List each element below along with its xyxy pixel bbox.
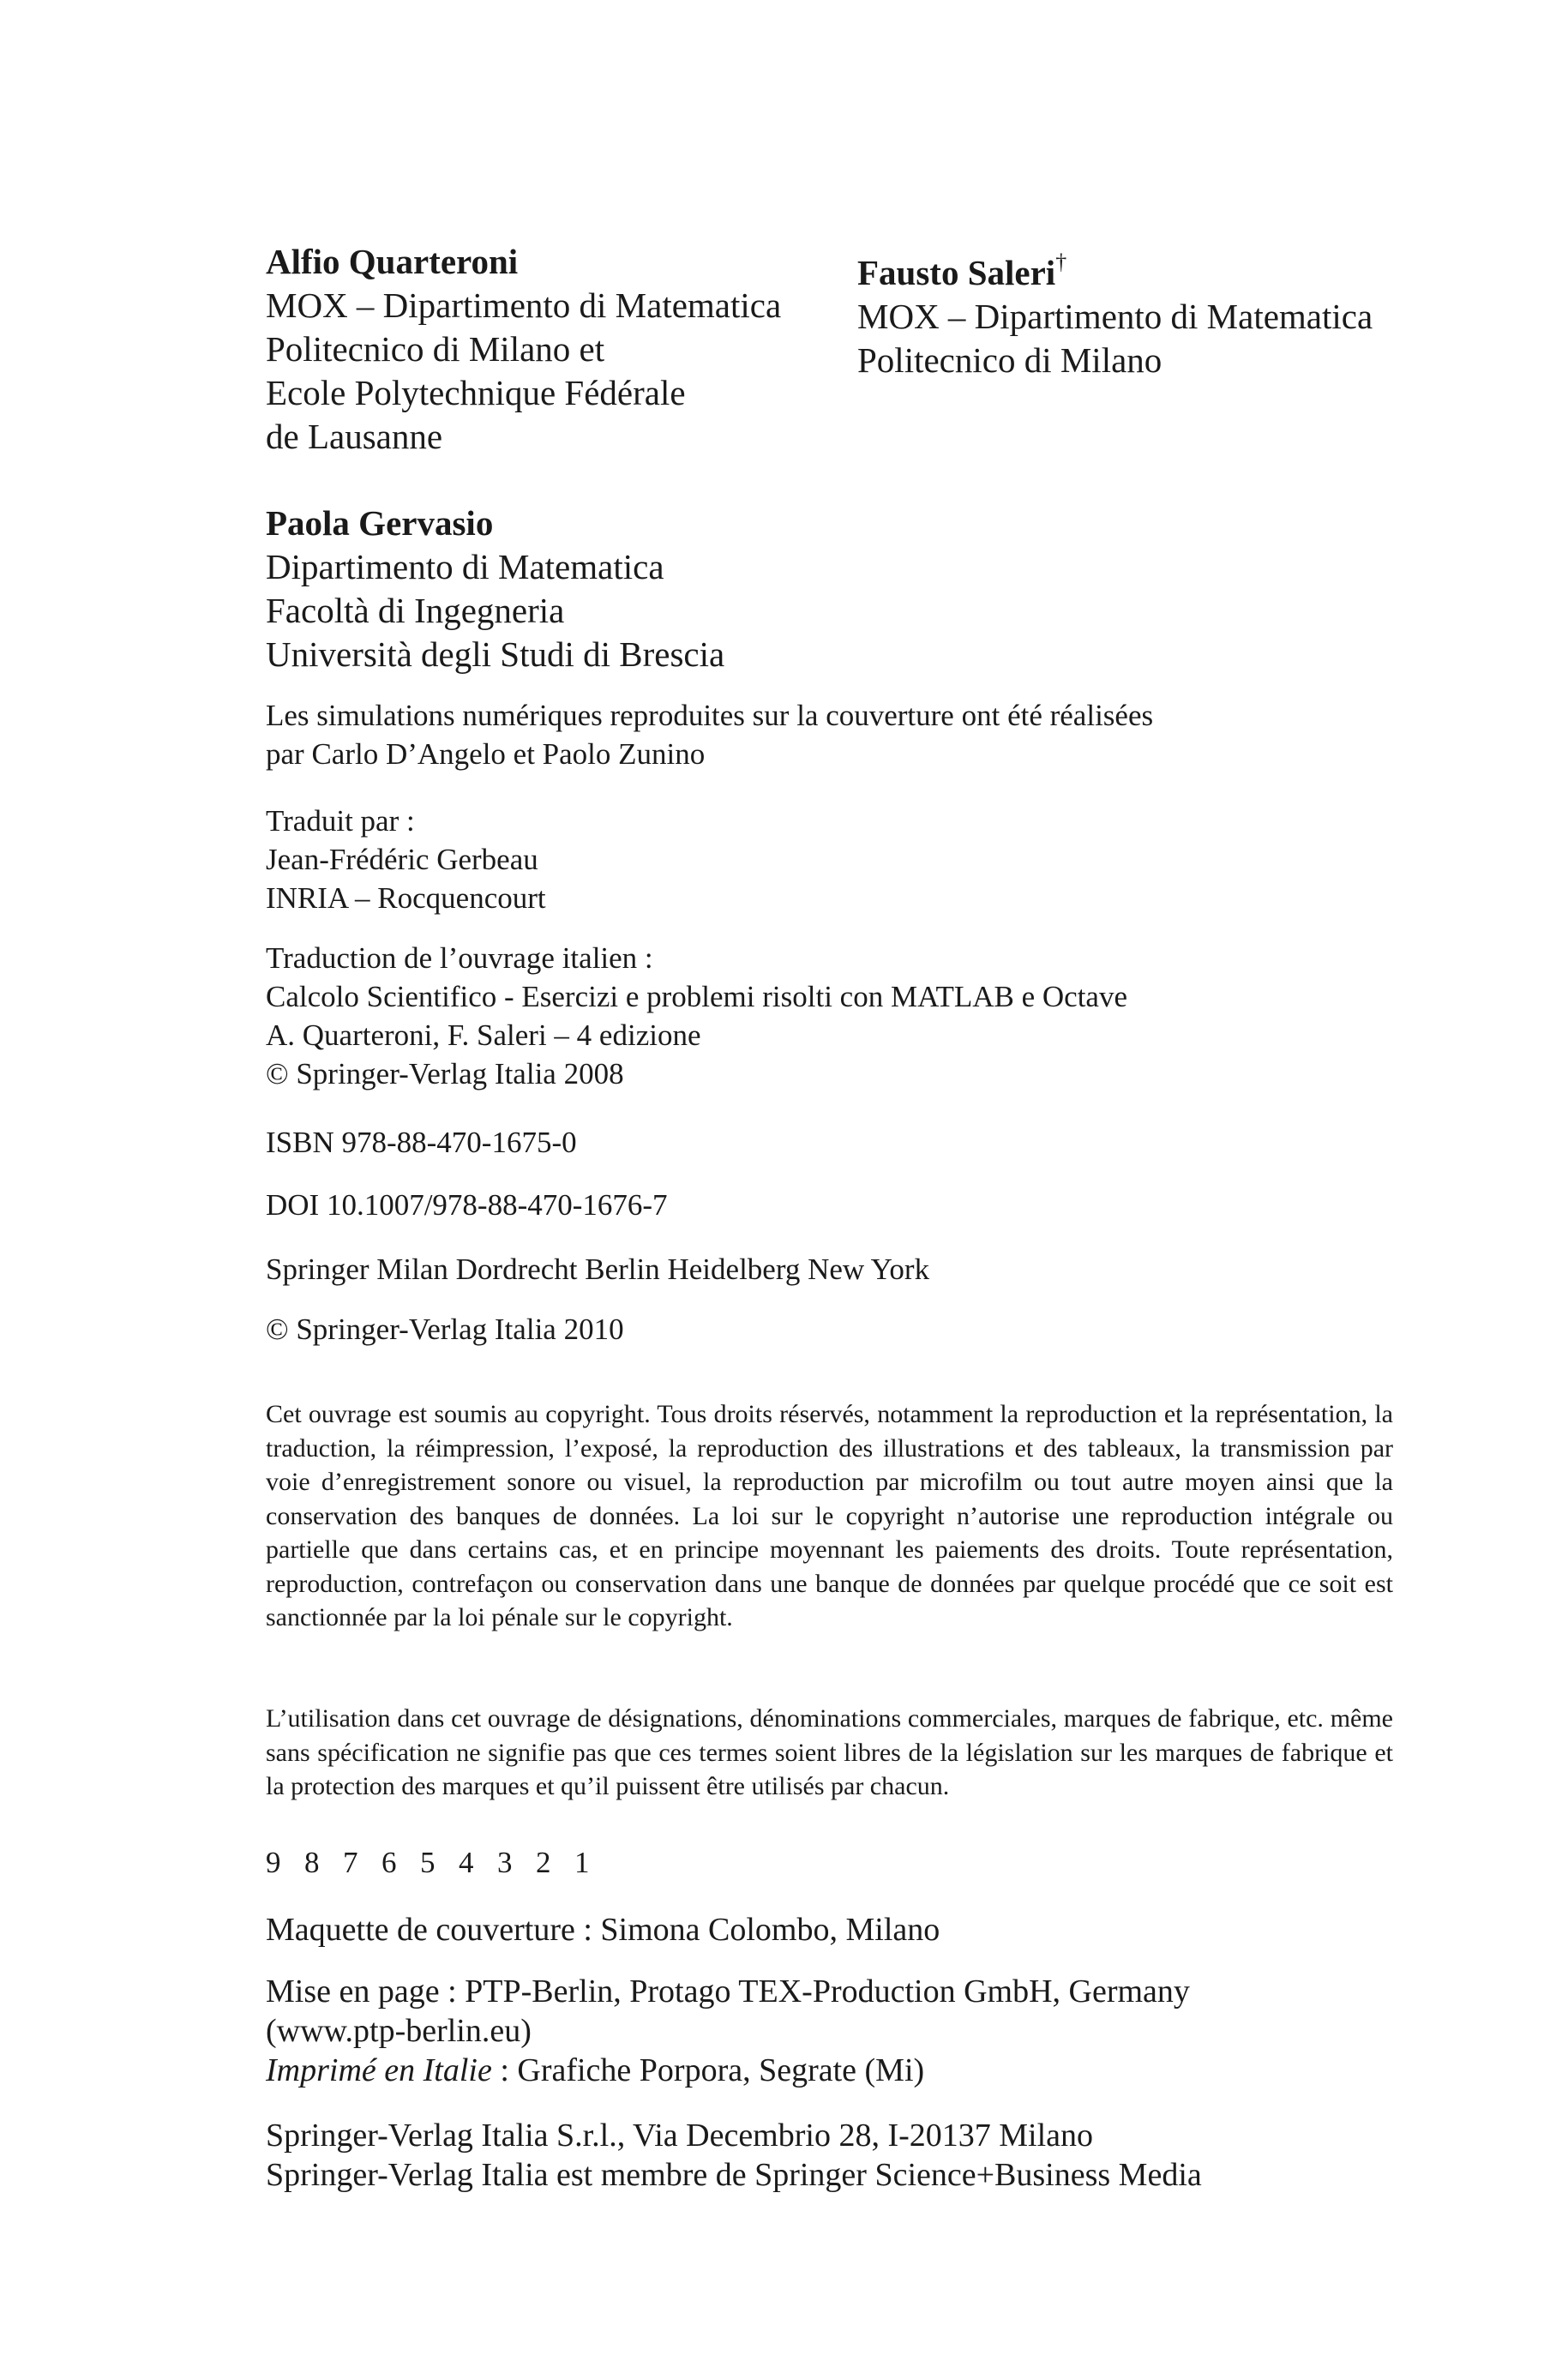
affiliation-line: Ecole Polytechnique Fédérale [266, 373, 686, 412]
print-run-digits: 9 8 7 6 5 4 3 2 1 [266, 1846, 590, 1879]
affiliation-line: Dipartimento di Matematica [266, 547, 664, 586]
doi: DOI 10.1007/978-88-470-1676-7 [266, 1188, 668, 1222]
layout-credit: Mise en page : PTP-Berlin, Protago TEX-Production GmbH, Germany (www.ptp-berlin.eu) Imprimé en Italie : Grafiche Porpora, Segrate (Mi) [266, 1972, 1393, 2090]
authors-block [266, 240, 1393, 686]
original-work-block: Traduction de l’ouvrage italien : Calcolo Scientifico - Esercizi e problemi risolti con MATLAB e Octave A. Quarteroni, F. Saleri – 4 edizione © Springer-Verlag Italia 2008 [266, 941, 1127, 1090]
affiliation-line: MOX – Dipartimento di Matematica [266, 285, 782, 325]
affiliation-line: Facoltà di Ingegneria [266, 591, 565, 630]
publisher-address: Springer-Verlag Italia S.r.l., Via Decembrio 28, I-20137 Milano Springer-Verlag Italia est membre de Springer Science+Business Media [266, 2118, 1202, 2193]
isbn: ISBN 978-88-470-1675-0 [266, 1126, 577, 1159]
translator-block: Traduit par : Jean-Frédéric Gerbeau INRIA – Rocquencourt [266, 804, 546, 915]
author-quarteroni [266, 240, 781, 459]
affiliation-line: de Lausanne [266, 417, 443, 456]
printed-line: Imprimé en Italie : Grafiche Porpora, Segrate (Mi) [266, 2052, 925, 2088]
affiliation-line: Università degli Studi di Brescia [266, 634, 725, 674]
author-gervasio [266, 502, 724, 676]
legal-paragraph: L’utilisation dans cet ouvrage de désignations, dénominations commerciales, marques de fabrique, etc. même sans spécification ne signifie pas que ces termes soient libres de la législation sur les marques de fabrique et la protection des marques et qu’il puissent être utilisés par chacun. [266, 1704, 1393, 1800]
author-name: Alfio Quarteroni [266, 242, 519, 281]
publisher-cities: Springer Milan Dordrecht Berlin Heidelberg New York [266, 1253, 930, 1286]
affiliation-line: MOX – Dipartimento di Matematica [857, 297, 1373, 336]
cover-note: Les simulations numériques reproduites sur la couverture ont été réalisées par Carlo D’Angelo et Paolo Zunino [266, 699, 1154, 771]
author-saleri [857, 240, 1373, 382]
dagger-mark: † [1055, 249, 1067, 274]
affiliation-line: Politecnico di Milano et [266, 329, 605, 369]
author-name: Paola Gervasio [266, 503, 494, 543]
cover-design-credit: Maquette de couverture : Simona Colombo, Milano [266, 1912, 940, 1948]
legal-paragraph: Cet ouvrage est soumis au copyright. Tous droits réservés, notamment la reproduction et la représentation, la traduction, la réimpression, l’exposé, la reproduction des illustrations et des tableaux, la transmission par voie d’enregistrement sonore ou visuel, la reproduction par microfilm ou tout autre moyen ainsi que la conservation des banques de données. La loi sur le copyright n’autorise une reproduction intégrale ou partielle que dans certains cas, et en principe moyennant les paiements des droits. Toute représentation, reproduction, contrefaçon ou conservation dans une banque de données par quelque procédé que ce soit est sanctionnée par la loi pénale sur le copyright. [266, 1400, 1393, 1631]
copyright-line: © Springer-Verlag Italia 2010 [266, 1313, 624, 1346]
affiliation-line: Politecnico di Milano [857, 340, 1162, 380]
author-name: Fausto Saleri† [857, 249, 1067, 292]
